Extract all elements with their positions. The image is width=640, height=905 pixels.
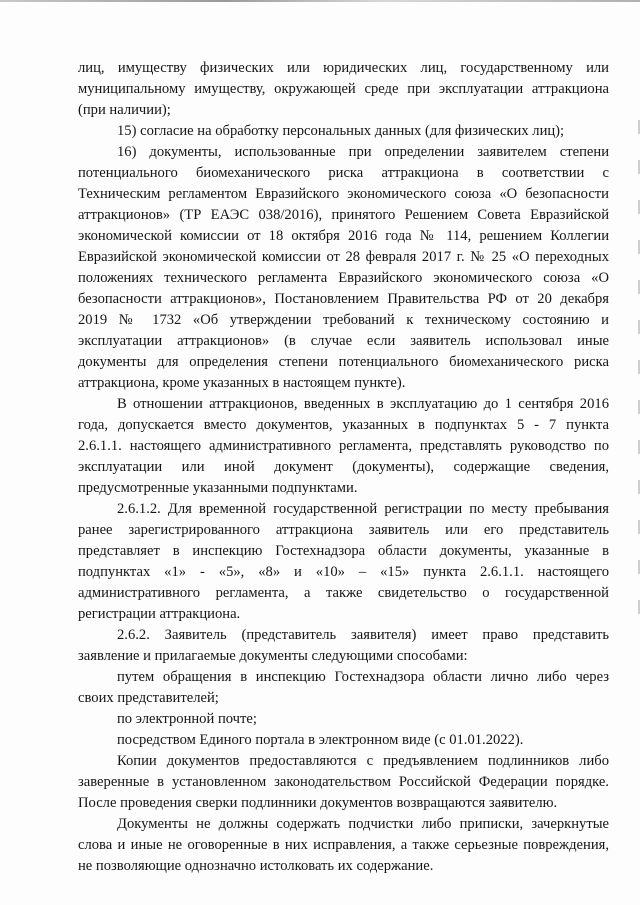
text-line: регистрации аттракциона. xyxy=(78,606,241,622)
text-line: безопасности аттракционов», Постановлением Правительства РФ от 20 декабря xyxy=(78,291,609,307)
text-line: года, допускается вместо документов, указанных в подпунктах 5 - 7 пункта xyxy=(78,417,609,433)
text-line: не позволяющие однозначно истолковать их содержание. xyxy=(78,858,434,874)
text-line: Документы не должны содержать подчистки либо приписки, зачеркнутые xyxy=(117,816,609,832)
text-line: (при наличии); xyxy=(78,102,171,118)
text-line: лиц, имуществу физических или юридических лиц, государственному или xyxy=(78,60,609,76)
text-line: заявление и прилагаемые документы следующими способами: xyxy=(78,648,468,664)
text-line: посредством Единого портала в электронном виде (с 01.01.2022). xyxy=(117,732,524,748)
text-line: Евразийской экономической комиссии от 28 февраля 2017 г. № 25 «О переходных xyxy=(78,249,609,265)
text-line: слова и иные не оговоренные в них исправления, а также серьезные повреждения, xyxy=(78,837,609,853)
text-line: положениях технического регламента Евразийского экономического союза «О xyxy=(78,270,609,286)
text-line: подпунктах «1» - «5», «8» и «10» – «15» пункта 2.6.1.1. настоящего xyxy=(78,564,609,580)
text-line: аттракциона, кроме указанных в настоящем пункте). xyxy=(78,375,406,391)
text-line: 16) документы, использованные при определении заявителем степени xyxy=(117,144,609,160)
text-line: 2.6.1.1. настоящего административного регламента, представлять руководство по xyxy=(78,438,609,454)
scan-edge-top xyxy=(0,0,640,2)
text-line: предусмотренные указанными подпунктами. xyxy=(78,480,358,496)
text-line: эксплуатации аттракционов» (в случае если заявитель использовал иные xyxy=(78,333,609,349)
text-line: административного регламента, а также свидетельство о государственной xyxy=(78,585,609,601)
text-line: 15) согласие на обработку персональных данных (для физических лиц); xyxy=(117,123,565,139)
text-line: своих представителей; xyxy=(78,690,219,706)
text-line: по электронной почте; xyxy=(117,711,257,727)
text-line: 2.6.1.2. Для временной государственной регистрации по месту пребывания xyxy=(117,501,609,517)
text-line: 2.6.2. Заявитель (представитель заявителя) имеет право представить xyxy=(117,627,609,643)
text-line: аттракционов» (ТР ЕАЭС 038/2016), принятого Решением Совета Евразийской xyxy=(78,207,609,223)
text-line: 2019 № 1732 «Об утверждении требований к техническому состоянию и xyxy=(78,312,609,328)
text-line: экономической комиссии от 18 октября 2016 года № 114, решением Коллегии xyxy=(78,228,609,244)
text-line: Техническим регламентом Евразийского экономического союза «О безопасности xyxy=(78,186,609,202)
text-line: В отношении аттракционов, введенных в эксплуатацию до 1 сентября 2016 xyxy=(117,396,609,412)
text-line: путем обращения в инспекцию Гостехнадзора области лично либо через xyxy=(117,669,609,685)
text-line: ранее зарегистрированного аттракциона заявитель или его представитель xyxy=(78,522,609,538)
text-line: представляет в инспекцию Гостехнадзора области документы, указанные в xyxy=(78,543,609,559)
text-line: заверенные в установленном законодательством Российской Федерации порядке. xyxy=(78,774,609,790)
text-line: муниципальному имуществу, окружающей среде при эксплуатации аттракциона xyxy=(78,81,609,97)
text-line: эксплуатации или иной документ (документы), содержащие сведения, xyxy=(78,459,609,475)
text-line: После проведения сверки подлинники документов возвращаются заявителю. xyxy=(78,795,558,811)
text-line: потенциального биомеханического риска аттракциона в соответствии с xyxy=(78,165,609,181)
text-line: Копии документов предоставляются с предъявлением подлинников либо xyxy=(117,753,609,769)
text-line: документы для определения степени потенциального биомеханического риска xyxy=(78,354,609,370)
